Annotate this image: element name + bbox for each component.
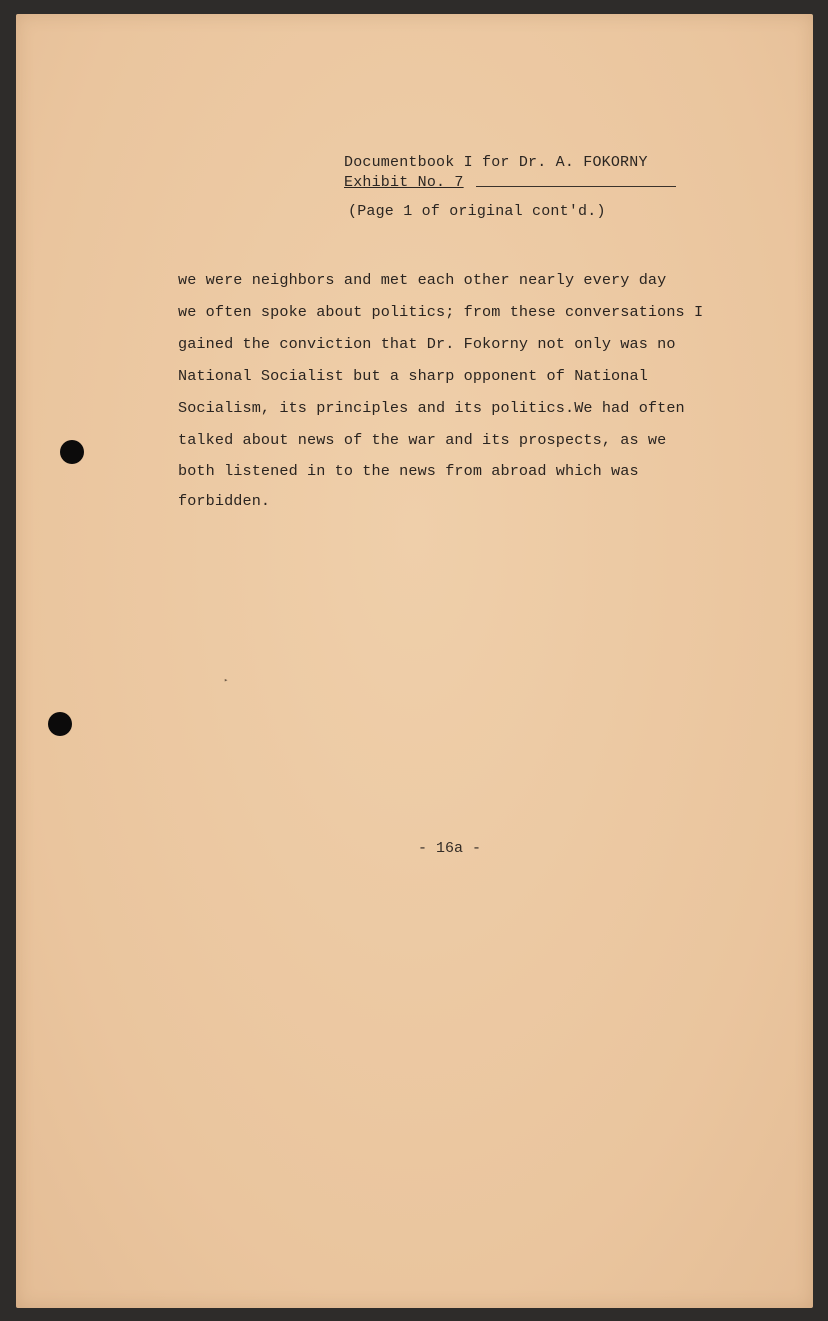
punch-hole (48, 712, 72, 736)
body-line: forbidden. (178, 492, 271, 510)
exhibit-label: Exhibit No. 7 (344, 174, 464, 191)
document-page (16, 14, 813, 1308)
body-line: talked about news of the war and its prospects, as we (178, 431, 667, 449)
paper-speck: ▸ (224, 677, 229, 685)
punch-hole (60, 440, 84, 464)
body-line: Socialism, its principles and its politics.We had often (178, 399, 685, 417)
body-line: National Socialist but a sharp opponent of National (178, 367, 648, 385)
page-note: (Page 1 of original cont'd.) (348, 203, 606, 220)
body-line: we often spoke about politics; from these conversations I (178, 303, 704, 321)
letter-body (178, 264, 758, 516)
body-line: both listened in to the news from abroad which was (178, 462, 639, 480)
exhibit-number (344, 174, 464, 191)
body-line: we were neighbors and met each other nearly every day (178, 271, 667, 289)
documentbook-heading: Documentbook I for Dr. A. FOKORNY (344, 154, 648, 171)
page-number: - 16a - (418, 840, 482, 857)
body-line: gained the conviction that Dr. Fokorny not only was no (178, 335, 676, 353)
underline-rule (476, 186, 676, 187)
